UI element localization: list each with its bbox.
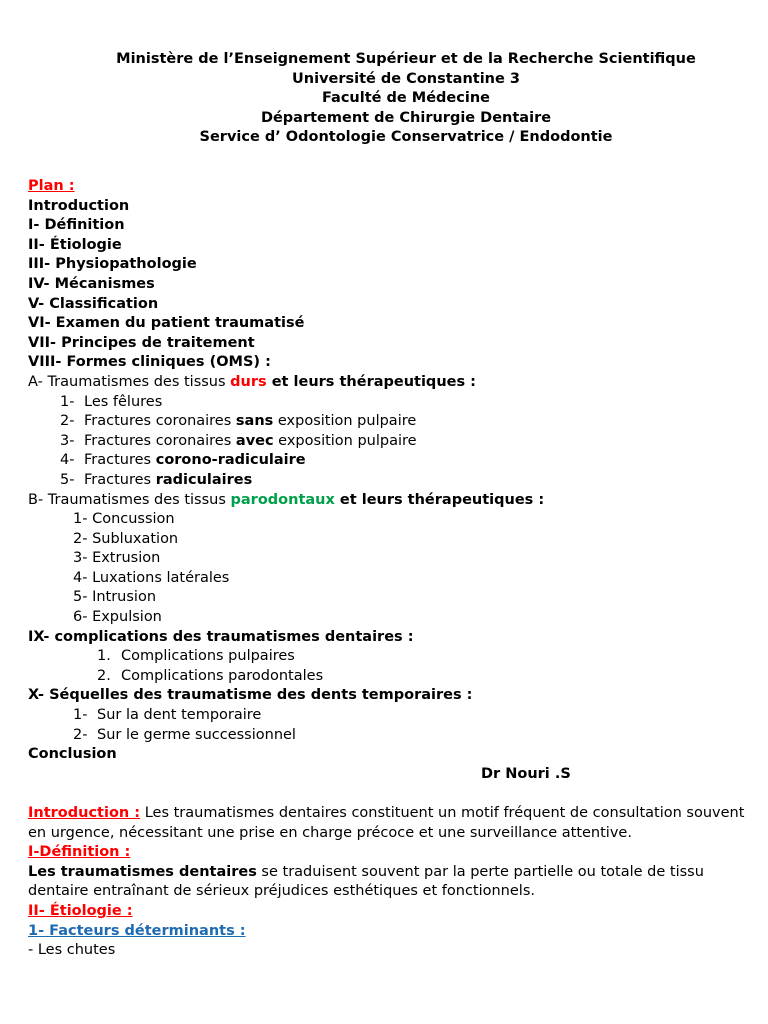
plan-item: III- Physiopathologie	[28, 256, 197, 273]
definition-term: Les traumatismes dentaires	[28, 863, 257, 880]
item-text: Sur le germe successionnel	[97, 726, 296, 743]
section-b-prefix: B- Traumatismes des tissus	[28, 491, 231, 508]
item-text: Fractures	[84, 471, 156, 488]
section-b-heading	[28, 491, 753, 511]
plan-item: VII- Principes de traitement	[28, 334, 255, 351]
list-number: 4-	[60, 452, 75, 469]
plan-item: VI- Examen du patient traumatisé	[28, 315, 305, 332]
list-number: 3-	[60, 432, 75, 449]
item-text-post: exposition pulpaire	[273, 432, 417, 449]
definition-paragraph	[28, 863, 753, 902]
header-ministry: Ministère de l’Enseignement Supérieur et de la Recherche Scientifique	[116, 51, 696, 67]
section-a-prefix: A- Traumatismes des tissus	[28, 373, 231, 390]
plan-item: VIII- Formes cliniques (OMS) :	[28, 354, 271, 371]
list-number: 2-	[73, 726, 88, 743]
section-ix-heading: IX- complications des traumatismes dentaires :	[28, 628, 414, 645]
section-ix-item	[28, 647, 753, 667]
plan-item: Introduction	[28, 197, 130, 214]
section-b-item: 4- Luxations latérales	[73, 569, 230, 586]
item-text-post: exposition pulpaire	[273, 413, 417, 430]
section-b-item: 1- Concussion	[73, 511, 175, 528]
section-a-heading	[28, 373, 753, 393]
section-ix-item	[28, 667, 753, 687]
list-number: 5-	[60, 471, 75, 488]
section-b-item: 5- Intrusion	[73, 589, 157, 606]
plan-item: I- Définition	[28, 217, 125, 234]
section-b-suffix: et leurs thérapeutiques :	[334, 491, 545, 508]
conclusion-item: Conclusion	[28, 746, 117, 763]
factors-list-item: - Les chutes	[28, 942, 116, 959]
factors-heading: 1- Facteurs déterminants :	[28, 922, 246, 939]
item-text: Fractures coronaires	[84, 413, 236, 430]
introduction-text: Les traumatismes dentaires constituent un motif fréquent de consultation souvent en urgence, nécessitant une prise en charge précoce et une surveillance attentive.	[28, 805, 745, 841]
spacer	[28, 784, 753, 804]
plan-item: II- Étiologie	[28, 236, 122, 253]
etiology-heading: II- Étiologie :	[28, 902, 133, 919]
list-number: 2.	[97, 667, 111, 684]
section-a-item	[28, 412, 753, 432]
item-bold: avec	[235, 432, 274, 449]
item-bold: sans	[235, 413, 274, 430]
section-b-item: 3- Extrusion	[73, 550, 161, 567]
section-a-item	[28, 393, 753, 413]
header-faculty: Faculté de Médecine	[321, 90, 490, 107]
definition-text: se traduisent souvent par la perte partielle ou totale de tissu dentaire entraînant de sérieux préjudices esthétiques et fonctionnels.	[28, 863, 704, 900]
section-a-item	[28, 432, 753, 452]
header-university: Université de Constantine 3	[292, 70, 520, 87]
item-text: Fractures	[84, 452, 156, 469]
item-text: Fractures coronaires	[84, 432, 236, 449]
document-content	[28, 177, 753, 961]
header-service: Service d’ Odontologie Conservatrice / Endodontie	[199, 129, 613, 146]
definition-heading: I-Définition :	[28, 844, 131, 861]
section-a-item	[28, 471, 753, 491]
author-signature: Dr Nouri .S	[481, 765, 571, 782]
section-a-highlight: durs	[230, 373, 267, 390]
item-text: Complications parodontales	[121, 667, 324, 684]
section-a-item	[28, 451, 753, 471]
introduction-label: Introduction :	[28, 805, 141, 821]
section-b-item: 6- Expulsion	[73, 609, 162, 626]
header-department: Département de Chirurgie Dentaire	[260, 109, 552, 126]
item-bold: corono-radiculaire	[155, 452, 306, 469]
item-text: Sur la dent temporaire	[97, 707, 262, 724]
item-bold: radiculaires	[155, 471, 253, 488]
plan-item: V- Classification	[28, 295, 159, 312]
document-header	[98, 50, 714, 148]
plan-title: Plan :	[28, 178, 75, 194]
list-number: 1-	[73, 707, 88, 724]
section-x-heading: X- Séquelles des traumatisme des dents temporaires :	[28, 687, 473, 704]
list-number: 1-	[60, 393, 75, 410]
item-text: Complications pulpaires	[121, 648, 295, 665]
section-b-highlight: parodontaux	[230, 491, 335, 508]
item-text: Les fêlures	[84, 393, 163, 410]
section-a-suffix: et leurs thérapeutiques :	[266, 373, 476, 390]
introduction-paragraph	[28, 804, 753, 843]
list-number: 1.	[97, 648, 111, 665]
list-number: 2-	[60, 413, 75, 430]
section-x-item	[28, 726, 753, 746]
section-b-item: 2- Subluxation	[73, 530, 179, 547]
plan-item: IV- Mécanismes	[28, 275, 155, 292]
section-x-item	[28, 706, 753, 726]
